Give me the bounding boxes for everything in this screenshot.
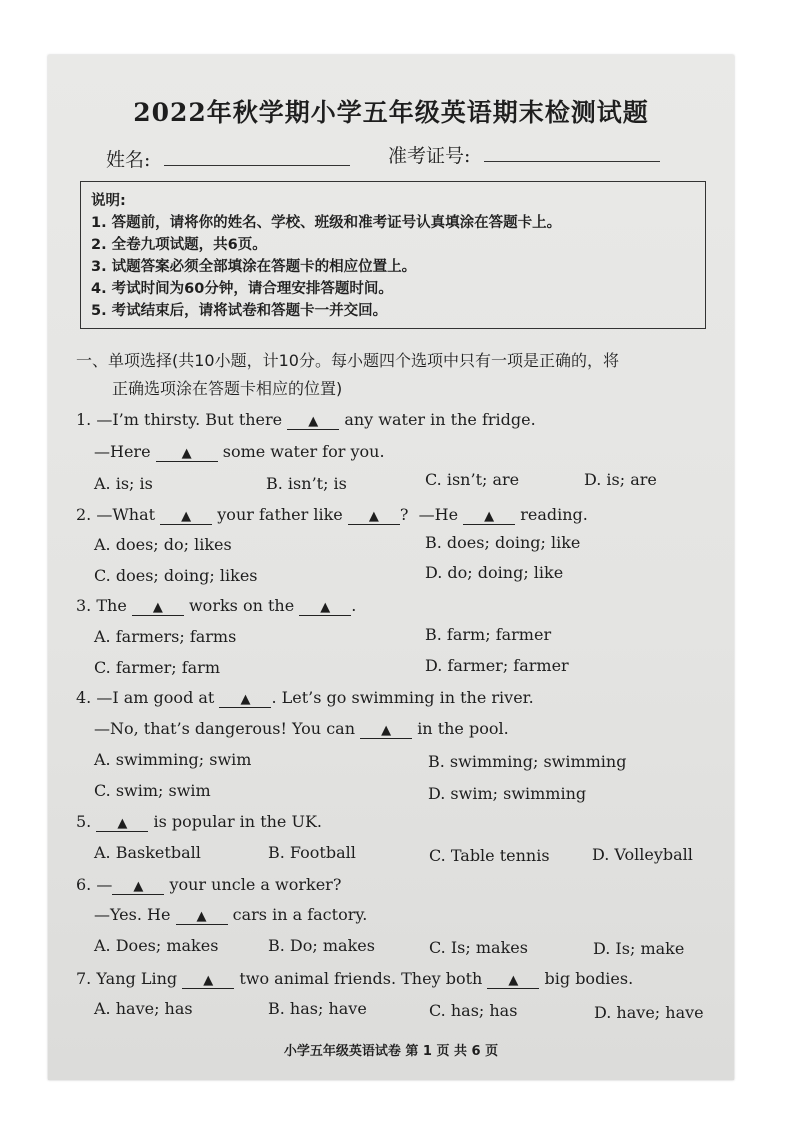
question-1-option-b: B. isn’t; is xyxy=(266,474,347,493)
answer-blank: ▲ xyxy=(348,509,400,525)
question-5-option-a: A. Basketball xyxy=(94,843,201,862)
question-1-option-c: C. isn’t; are xyxy=(425,470,520,489)
question-2-option-c: C. does; doing; likes xyxy=(94,566,258,585)
answer-blank: ▲ xyxy=(156,446,218,462)
name-blank xyxy=(164,165,350,166)
section-heading-line2: 正确选项涂在答题卡相应的位置) xyxy=(112,379,343,398)
question-3-line1: 3. The ▲ works on the ▲ . xyxy=(76,596,357,615)
question-2-option-d: D. do; doing; like xyxy=(425,563,564,582)
question-4-line1: 4. —I am good at ▲ . Let’s go swimming in the river. xyxy=(76,688,534,707)
question-4-option-b: B. swimming; swimming xyxy=(428,752,627,771)
question-5-line1: 5. ▲ is popular in the UK. xyxy=(76,812,322,831)
question-4-line2: —No, that’s dangerous! You can ▲ in the pool. xyxy=(94,719,509,738)
page-footer: 小学五年级英语试卷 第 1 页 共 6 页 xyxy=(283,1044,499,1059)
section-heading-line1: 一、单项选择(共10小题，计10分。每小题四个选项中只有一项是正确的，将 xyxy=(76,351,619,370)
question-2-line1: 2. —What ▲ your father like ▲ ? —He ▲ reading. xyxy=(76,505,588,524)
question-4-option-c: C. swim; swim xyxy=(94,781,211,800)
instruction-item: 4. 考试时间为60分钟，请合理安排答题时间。 xyxy=(91,281,393,297)
answer-blank: ▲ xyxy=(132,600,184,616)
instructions-heading: 说明: xyxy=(91,193,126,209)
name-label: 姓名: xyxy=(106,149,151,171)
answer-blank: ▲ xyxy=(182,973,234,989)
question-2-option-a: A. does; do; likes xyxy=(94,535,232,554)
question-4-option-a: A. swimming; swim xyxy=(94,750,252,769)
answer-blank: ▲ xyxy=(463,509,515,525)
question-2-option-b: B. does; doing; like xyxy=(425,533,581,552)
answer-blank: ▲ xyxy=(176,909,228,925)
question-3-option-b: B. farm; farmer xyxy=(425,625,552,644)
name-field xyxy=(106,145,350,172)
question-6-line1: 6. — ▲ your uncle a worker? xyxy=(76,875,342,894)
question-6-option-d: D. Is; make xyxy=(593,939,685,958)
question-7-option-d: D. have; have xyxy=(594,1003,704,1022)
question-1-line1: 1. —I’m thirsty. But there ▲ any water in the fridge. xyxy=(76,410,536,429)
exam-paper xyxy=(48,55,734,1080)
question-1-line2: —Here ▲ some water for you. xyxy=(94,442,385,461)
answer-blank: ▲ xyxy=(219,692,271,708)
instruction-item: 2. 全卷九项试题，共6页。 xyxy=(91,237,267,253)
question-3-option-c: C. farmer; farm xyxy=(94,658,220,677)
question-5-option-c: C. Table tennis xyxy=(429,846,550,865)
instruction-item: 5. 考试结束后，请将试卷和答题卡一并交回。 xyxy=(91,303,388,319)
question-3-option-d: D. farmer; farmer xyxy=(425,656,569,675)
question-7-option-c: C. has; has xyxy=(429,1001,518,1020)
question-7-option-a: A. have; has xyxy=(94,999,193,1018)
answer-blank: ▲ xyxy=(360,723,412,739)
question-7-line1: 7. Yang Ling ▲ two animal friends. They both ▲ big bodies. xyxy=(76,969,634,988)
question-5-option-b: B. Football xyxy=(268,843,356,862)
question-7-option-b: B. has; have xyxy=(268,999,367,1018)
answer-blank: ▲ xyxy=(287,414,339,430)
answer-blank: ▲ xyxy=(299,600,351,616)
answer-blank: ▲ xyxy=(487,973,539,989)
question-6-option-b: B. Do; makes xyxy=(268,936,375,955)
exam-number-label: 准考证号: xyxy=(388,145,471,167)
exam-number-field xyxy=(388,141,660,168)
answer-blank: ▲ xyxy=(96,816,148,832)
instruction-item: 1. 答题前，请将你的姓名、学校、班级和准考证号认真填涂在答题卡上。 xyxy=(91,215,562,231)
question-4-option-d: D. swim; swimming xyxy=(428,784,587,803)
instructions-box xyxy=(80,181,706,329)
question-1-option-d: D. is; are xyxy=(584,470,657,489)
question-6-line2: —Yes. He ▲ cars in a factory. xyxy=(94,905,368,924)
answer-blank: ▲ xyxy=(112,879,164,895)
question-3-option-a: A. farmers; farms xyxy=(94,627,237,646)
exam-title: 2022年秋学期小学五年级英语期末检测试题 xyxy=(133,98,649,127)
instruction-item: 3. 试题答案必须全部填涂在答题卡的相应位置上。 xyxy=(91,259,417,275)
question-6-option-c: C. Is; makes xyxy=(429,938,528,957)
question-5-option-d: D. Volleyball xyxy=(592,845,693,864)
exam-number-blank xyxy=(484,161,660,162)
question-1-option-a: A. is; is xyxy=(94,474,153,493)
answer-blank: ▲ xyxy=(160,509,212,525)
question-6-option-a: A. Does; makes xyxy=(94,936,219,955)
